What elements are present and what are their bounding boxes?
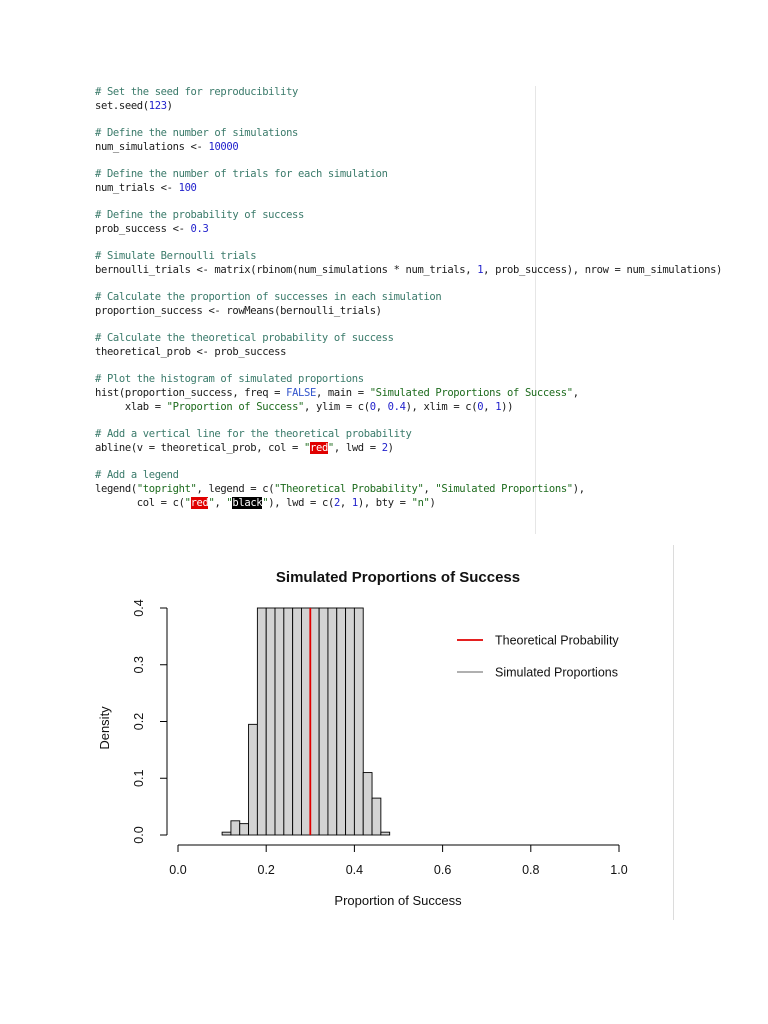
code-line [95,469,535,483]
code-token: "Simulated Proportions" [435,482,573,495]
code-token: col = c( [95,496,185,509]
code-line [95,482,585,497]
code-token: red [310,441,328,454]
code-line [95,456,535,470]
code-line [95,113,535,127]
histogram-bar [328,608,337,835]
code-token: 1 [495,400,502,413]
code-token: # Define the number of simulations [95,127,299,140]
code-token: " [327,441,334,454]
code-token: theoretical_prob <- prob_success [95,346,287,359]
code-token: # Plot the histogram of simulated proportions [95,373,364,386]
y-tick-label: 0.2 [132,712,146,731]
histogram-bar [319,608,328,835]
code-token: ) [429,496,436,509]
histogram-bar [372,798,381,835]
code-token: # Define the probability of success [95,209,305,222]
y-tick-label: 0.3 [132,656,146,674]
chart-legend [457,634,619,680]
code-token: hist(proportion_success, freq = [95,387,287,400]
code-token: " [184,496,191,509]
histogram-bar [346,608,355,835]
histogram-bar [310,608,319,835]
code-token: ) [166,99,173,112]
code-token: "n" [411,496,430,509]
histogram-bar [275,608,284,835]
x-tick-label: 0.8 [522,863,540,877]
code-token: )) [501,400,514,413]
code-token: xlab = [95,400,167,413]
code-token: abline(v = theoretical_prob, col = [95,441,305,454]
code-token: " [208,496,215,509]
code-line [95,332,535,346]
x-axis-label: Proportion of Success [334,893,462,908]
code-token: black [232,496,263,509]
code-line [95,291,535,305]
code-line [95,497,535,511]
code-line [95,237,535,251]
y-tick-label: 0.4 [132,599,146,617]
code-token: 100 [178,181,197,194]
histogram-bar [381,832,390,835]
code-token: , prob_success), nrow = num_simulations) [483,263,723,276]
x-tick-label: 1.0 [610,863,628,877]
histogram-bar [354,608,363,835]
y-tick-label: 0.1 [132,769,146,787]
code-token: # Calculate the theoretical probability of success [95,332,394,345]
code-token: set.seed( [95,99,149,112]
code-line [95,100,535,114]
code-line [95,401,535,415]
code-token: 2 [333,496,340,509]
code-token: , [339,496,352,509]
code-token: num_simulations <- [95,140,209,153]
code-token: " [262,496,269,509]
histogram-bar [257,608,266,835]
code-token: # Simulate Bernoulli trials [95,250,257,263]
code-token: "Simulated Proportions of Success" [369,387,573,400]
histogram-panel [92,545,674,920]
code-token: # Calculate the proportion of successes in each simulation [95,291,442,304]
histogram-bar [293,608,302,835]
histogram-bar [249,724,258,835]
code-line [95,168,535,182]
code-token: proportion_success <- rowMeans(bernoulli_trials) [95,305,382,317]
code-line [95,196,535,210]
histogram-chart [92,545,673,920]
code-token: bernoulli_trials <- matrix(rbinom(num_simulations * num_trials, [95,263,478,276]
code-token: , lwd = [333,441,382,454]
code-token: num_trials <- [95,181,179,194]
code-token: red [190,496,209,509]
code-line [95,127,535,141]
code-token: 1 [351,496,358,509]
code-line [95,209,535,223]
x-tick-label: 0.6 [433,863,452,877]
histogram-bar [301,608,310,835]
histogram-bar [284,608,293,835]
code-line [95,319,535,333]
code-token: 0 [477,400,484,413]
code-token: ), xlim = c( [405,400,478,413]
histogram-bar [240,824,249,835]
code-token: , [423,482,436,495]
code-token: 2 [381,441,388,454]
code-line [95,387,579,401]
code-line [95,305,535,319]
code-token: prob_success <- [95,222,191,235]
legend-label: Theoretical Probability [495,633,619,648]
y-axis [132,599,167,843]
code-line [95,415,535,429]
code-token: , [375,400,388,413]
code-token: ), lwd = c( [268,496,334,509]
code-token: legend( [95,482,137,495]
legend-label: Simulated Proportions [495,665,618,680]
code-token: 0.3 [190,222,209,235]
histogram-bar [231,821,240,835]
code-line [95,86,535,100]
code-token: , ylim = c( [304,400,370,413]
code-token: 0 [369,400,376,413]
code-line [95,141,535,155]
chart-title: Simulated Proportions of Success [275,569,521,586]
x-tick-label: 0.2 [257,863,275,877]
code-line [95,428,535,442]
code-line [95,263,723,278]
code-token: "topright" [136,482,197,495]
code-token: " [304,441,310,454]
code-token: # Add a vertical line for the theoretical probability [95,428,412,441]
y-tick-label: 0.0 [132,826,146,844]
code-token: " [226,496,233,509]
code-token: "Proportion of Success" [166,400,305,413]
code-token: "Theoretical Probability" [274,482,424,495]
code-token: # Set the seed for reproducibility [95,86,299,98]
x-tick-label: 0.4 [345,863,364,877]
code-token: 0.4 [387,400,406,413]
code-line [95,278,535,292]
code-line [95,346,535,360]
x-axis [169,845,627,877]
code-token: , [483,400,496,413]
code-line [95,360,535,374]
code-token: ), [572,482,585,495]
histogram-bars [222,608,390,835]
code-token: , [572,387,579,400]
code-token: ) [387,441,394,454]
histogram-bar [266,608,275,835]
code-token: # Define the number of trials for each simulation [95,168,388,181]
code-line [95,250,535,264]
x-tick-label: 0.0 [169,863,187,877]
code-line [95,373,535,387]
code-token: 1 [477,263,484,276]
code-token: , main = [315,387,370,400]
histogram-bar [222,832,231,835]
code-token: # Add a legend [95,469,179,482]
code-token: FALSE [286,387,316,400]
code-token: 10000 [208,140,239,153]
code-line [95,154,535,168]
code-line [95,182,535,196]
r-code-block [95,86,723,534]
code-token: , legend = c( [196,482,275,495]
code-token: , [214,496,227,509]
code-token: ), bty = [357,496,412,509]
code-token: 123 [148,99,167,112]
histogram-bar [337,608,346,835]
y-axis-label: Density [97,706,112,750]
code-line [95,223,535,237]
code-line [95,442,535,456]
histogram-bar [363,773,372,835]
